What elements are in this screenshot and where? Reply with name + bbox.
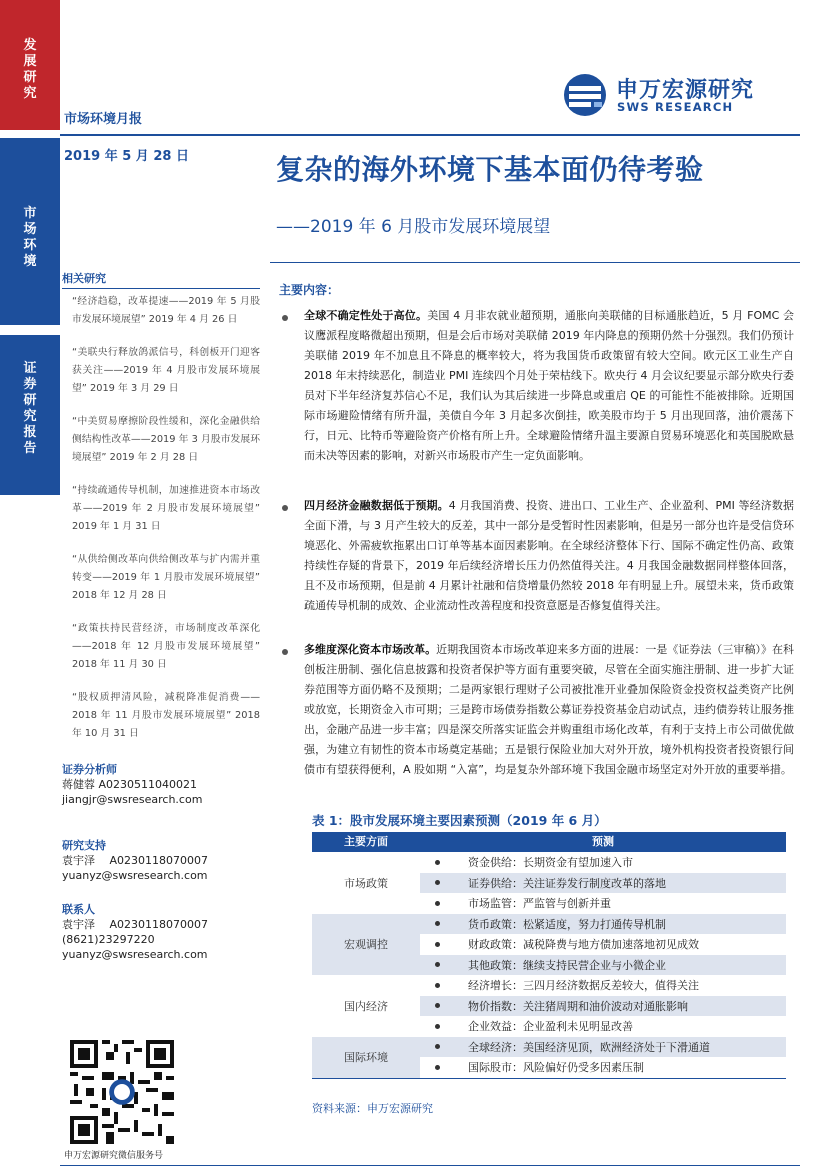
table-cell: 国际股市：风险偏好仍受多因素压制 — [468, 1061, 644, 1075]
table-group — [312, 1037, 786, 1078]
related-item[interactable]: “中美贸易摩擦阶段性缓和，深化金融供给侧结构性改革——2019 年 3 月股市发展环境展望” 2019 年 2 月 28 日 — [72, 416, 260, 463]
related-item[interactable]: “政策扶持民营经济，市场制度改革深化——2018 年 12 月股市发展环境展望” 2018 年 11 月 30 日 — [72, 623, 260, 670]
bullet-dot-icon — [435, 880, 440, 885]
table-header — [312, 832, 786, 852]
table-category: 宏观调控 — [312, 914, 420, 976]
footer-rule — [60, 1165, 800, 1166]
table-cell: 资金供给：长期资金有望加速入市 — [468, 856, 633, 870]
side-tab-securities-report — [0, 335, 60, 495]
bullet-lead: 全球不确定性处于高位。 — [304, 309, 428, 322]
side-tab-label: 市场环境 — [23, 206, 37, 269]
table-bottom-rule — [312, 1078, 786, 1079]
forecast-table — [312, 832, 786, 1079]
related-research — [62, 270, 260, 758]
related-item[interactable]: “美联央行释放鸽派信号，科创板开门迎客获关注——2019 年 4 月股市发展环境展望” 2019 年 3 月 29 日 — [72, 347, 260, 394]
bullet-dot-icon — [435, 860, 440, 865]
table-cell: 证券供给：关注证券发行制度改革的落地 — [468, 876, 666, 890]
table-group — [312, 852, 786, 914]
logo — [560, 72, 790, 118]
bullet-dot-icon — [435, 1065, 440, 1070]
support-heading: 研究支持 — [62, 839, 106, 852]
side-tab-label: 发展研究 — [23, 38, 37, 101]
table-header-cell: 主要方面 — [344, 835, 388, 848]
main-heading: 主要内容： — [279, 283, 340, 297]
bullet-marker — [282, 649, 288, 655]
report-date: 2019 年 5 月 28 日 — [64, 149, 189, 164]
analyst-email[interactable]: jiangjr@swsresearch.com — [62, 793, 203, 806]
bullet-marker — [282, 315, 288, 321]
title-rule — [270, 262, 800, 263]
side-tab-development-research — [0, 0, 60, 130]
header-rule — [60, 134, 800, 136]
contact-heading: 联系人 — [62, 903, 95, 916]
bullet-lead: 多维度深化资本市场改革。 — [304, 643, 437, 656]
table-row — [420, 996, 786, 1017]
table-cell: 货币政策：松紧适度，努力打通传导机制 — [468, 917, 666, 931]
contact-phone: (8621)23297220 — [62, 933, 155, 946]
table-cell: 企业效益：企业盈利未见明显改善 — [468, 1020, 633, 1034]
support-block — [62, 838, 260, 883]
table-cell: 财政政策：减税降费与地方债加速落地初见成效 — [468, 938, 699, 952]
report-type: 市场环境月报 — [64, 112, 143, 127]
bullet-dot-icon — [435, 962, 440, 967]
analyst-block — [62, 762, 260, 807]
related-rule — [62, 288, 260, 289]
related-item[interactable]: “持续疏通传导机制，加速推进资本市场改革——2019 年 2 月股市发展环境展望” 2019 年 1 月 31 日 — [72, 485, 260, 532]
table-source: 资料来源：申万宏源研究 — [312, 1102, 433, 1115]
table-row — [420, 893, 786, 914]
table-row — [420, 1037, 786, 1058]
contact-email[interactable]: yuanyz@swsresearch.com — [62, 948, 208, 961]
contact-name: 袁宇泽 A0230118070007 — [62, 918, 209, 931]
page-subtitle: ——2019 年 6 月股市发展环境展望 — [276, 217, 551, 237]
table-cell: 其他政策：继续支持民营企业与小微企业 — [468, 958, 666, 972]
table-header-cell: 预测 — [592, 835, 614, 848]
bullet-text: 近期我国资本市场改革迎来多方面的进展：一是《证券法（三审稿）》在科创板注册制、强化信息披露和投资者保护等方面有重要突破，尽管在全面实施注册制、进一步扩大证券范围等方面仍略不及预期；二是两家银行理财子公司被批准开业叠加保险资金投资权益类资产比例或放宽，长期资金入市可期；三是跨市场债券指数公募证券投资基金启动试点，违约债券转让服务推出，金融产品进一步丰富；四是深交所落实证监会并购重组市场化改革，有利于支持上市公司做优做强，为建立有韧性的资本市场奠定基础；五是银行保险业加大对外开放，境外机构投资者投资银行间债市有望获得便利，A 股如期 “入富”，均是复杂外部环境下我国金融市场坚定对外开放的重要举措。 — [304, 643, 795, 776]
bullet-capital-market-reform — [304, 640, 794, 780]
analyst-heading: 证券分析师 — [62, 763, 117, 776]
related-item[interactable]: “从供给侧改革向供给侧改革与扩内需并重转变——2019 年 1 月股市发展环境展望” 2018 年 12 月 28 日 — [72, 554, 260, 601]
table-cell: 经济增长：三四月经济数据反差较大，值得关注 — [468, 979, 699, 993]
analyst-name: 蒋健蓉 A0230511040021 — [62, 778, 198, 791]
table-row — [420, 852, 786, 873]
table-group — [312, 914, 786, 976]
bullet-dot-icon — [435, 1044, 440, 1049]
bullet-marker — [282, 505, 288, 511]
related-item[interactable]: “经济趋稳，改革提速——2019 年 5 月股市发展环境展望” 2019 年 4 月 26 日 — [72, 296, 260, 325]
bullet-april-data — [304, 496, 794, 616]
table-row — [420, 1016, 786, 1037]
logo-en: SWS RESEARCH — [617, 100, 734, 114]
support-name: 袁宇泽 A0230118070007 — [62, 854, 209, 867]
qr-code — [70, 1040, 174, 1144]
related-heading: 相关研究 — [62, 272, 106, 285]
bullet-global-uncertainty — [304, 306, 794, 466]
qr-code-icon — [70, 1040, 174, 1144]
bullet-text: 美国 4 月非农就业超预期，通胀向美联储的目标通胀趋近，5 月 FOMC 会议鹰派程度略微超出预期，但是会后市场对美联储 2019 年内降息的预期仍然十分强烈。我们仍预计美联储 2019 年不加息且不降息的概率较大，将为我国货币政策留有较大空间。欧元区工业生产自 2018 年末持续恶化，制造业 PMI 连续四个月处于荣枯线下。欧央行 4 月会议纪要显示部分欧央行委员对下半年经济复苏信心不足，我们认为其后续进一步降息或重启 QE 的可能性不能被排除。近期国际市场避险情绪有所升温，美债自今年 3 月起多次倒挂，欧美股市均于 5 月出现回落，油价震荡下行，日元、比特币等避险资产价格有所上升。全球避险情绪升温主要源自贸易环境恶化和英国脱欧悬而未决等因素的影响，对新兴市场股市产生一定负面影响。 — [304, 309, 795, 462]
support-email[interactable]: yuanyz@swsresearch.com — [62, 869, 208, 882]
bullet-lead: 四月经济金融数据低于预期。 — [304, 499, 449, 512]
table-cell: 物价指数：关注猪周期和油价波动对通胀影响 — [468, 999, 688, 1013]
table-row — [420, 934, 786, 955]
page-title: 复杂的海外环境下基本面仍待考验 — [276, 153, 704, 186]
table-category: 国际环境 — [312, 1037, 420, 1078]
related-item[interactable]: “股权质押清风险，减税降准促消费——2018 年 11 月股市发展环境展望” 2018 年 10 月 31 日 — [72, 692, 260, 739]
sws-logo-icon — [560, 72, 610, 118]
bullet-dot-icon — [435, 1003, 440, 1008]
table-row — [420, 873, 786, 894]
bullet-dot-icon — [435, 901, 440, 906]
table-cell: 市场监管：严监管与创新并重 — [468, 897, 611, 911]
table-row — [420, 955, 786, 976]
qr-caption: 申万宏源研究微信服务号 — [64, 1151, 164, 1161]
bullet-dot-icon — [435, 983, 440, 988]
table-category: 国内经济 — [344, 999, 388, 1013]
table-group — [312, 975, 786, 1037]
bullet-text: 4 月我国消费、投资、进出口、工业生产、企业盈利、PMI 等经济数据全面下滑，与 3 月产生较大的反差，其中一部分是受暂时性因素影响，但是另一部分也许是受信贷环境恶化、外需疲软拖累出口订单等基本面因素影响。在全球经济整体下行、国际不确定性仍高、政策持续性存疑的背景下，2019 年后续经济增长压力仍然值得关注。4 月我国金融数据同样整体回落，且不及市场预期，但是前 4 月累计社融和信贷增量仍然较 2018 年有明显上升。展望未来，货币政策疏通传导机制的成效、企业流动性改善程度和投资意愿是否修复值得关注。 — [304, 499, 795, 612]
table-cell: 全球经济：美国经济见顶，欧洲经济处于下滑通道 — [468, 1040, 710, 1054]
side-tab-label: 证券研究报告 — [23, 361, 37, 456]
table-row — [420, 975, 786, 996]
side-tab-market-environment — [0, 138, 60, 325]
table-row — [420, 1057, 786, 1078]
bullet-dot-icon — [435, 1024, 440, 1029]
bullet-dot-icon — [435, 921, 440, 926]
table-row — [420, 914, 786, 935]
logo-cn: 申万宏源研究 — [616, 78, 755, 103]
contact-block — [62, 902, 260, 962]
table-title: 表 1：股市发展环境主要因素预测（2019 年 6 月） — [312, 813, 607, 828]
table-category: 市场政策 — [344, 876, 388, 890]
bullet-dot-icon — [435, 942, 440, 947]
